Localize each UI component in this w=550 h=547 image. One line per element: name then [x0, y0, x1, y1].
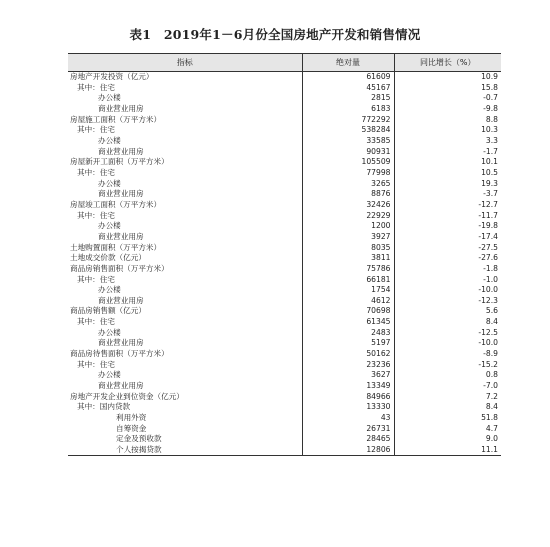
row-indicator: 其中：住宅: [77, 82, 115, 92]
row-indicator: 土地购置面积（万平方米）: [70, 242, 162, 252]
row-absolute-value: 1754: [302, 285, 394, 296]
row-indicator: 办公楼: [98, 135, 121, 145]
row-yoy-growth: -1.7: [394, 146, 501, 157]
row-absolute-value: 84966: [302, 391, 394, 402]
table-row: [68, 114, 501, 125]
row-indicator: 自筹资金: [116, 423, 147, 433]
row-yoy-growth: 8.4: [394, 317, 501, 328]
table-row: [68, 391, 501, 402]
row-absolute-value: 32426: [302, 199, 394, 210]
row-yoy-growth: -19.8: [394, 221, 501, 232]
row-yoy-growth: -15.2: [394, 359, 501, 370]
row-indicator: 其中：住宅: [77, 210, 115, 220]
row-yoy-growth: 3.3: [394, 135, 501, 146]
table-row: [68, 103, 501, 114]
row-absolute-value: 26731: [302, 423, 394, 434]
table-row: [68, 167, 501, 178]
row-absolute-value: 66181: [302, 274, 394, 285]
table-row: [68, 189, 501, 200]
row-yoy-growth: 8.8: [394, 114, 501, 125]
row-yoy-growth: -0.7: [394, 93, 501, 104]
row-yoy-growth: 51.8: [394, 413, 501, 424]
row-indicator: 其中：住宅: [77, 359, 115, 369]
table-row: [68, 82, 501, 93]
row-indicator: 定金及预收款: [116, 434, 162, 444]
row-indicator: 其中：住宅: [77, 125, 115, 135]
row-indicator: 商业营业用房: [98, 381, 144, 391]
row-absolute-value: 2483: [302, 327, 394, 338]
row-indicator: 其中：住宅: [77, 274, 115, 284]
row-yoy-growth: -9.8: [394, 103, 501, 114]
row-yoy-growth: -1.8: [394, 263, 501, 274]
table-title: 表1 2019年1－6月份全国房地产开发和销售情况: [129, 27, 421, 42]
table-row: [68, 317, 501, 328]
table-row: [68, 231, 501, 242]
row-indicator: 房屋竣工面积（万平方米）: [70, 199, 162, 209]
row-indicator: 其中：国内贷款: [77, 402, 131, 412]
row-absolute-value: 28465: [302, 434, 394, 445]
row-absolute-value: 70698: [302, 306, 394, 317]
table-row: [68, 370, 501, 381]
table-row: [68, 125, 501, 136]
row-absolute-value: 13330: [302, 402, 394, 413]
row-absolute-value: 33585: [302, 135, 394, 146]
table-row: [68, 327, 501, 338]
row-indicator: 其中：住宅: [77, 317, 115, 327]
row-yoy-growth: -8.9: [394, 349, 501, 360]
row-indicator: 办公楼: [98, 178, 121, 188]
row-yoy-growth: -11.7: [394, 210, 501, 221]
table-row: [68, 444, 501, 455]
row-absolute-value: 6183: [302, 103, 394, 114]
row-indicator: 其中：住宅: [77, 167, 115, 177]
table-row: [68, 306, 501, 317]
row-absolute-value: 77998: [302, 167, 394, 178]
row-absolute-value: 23236: [302, 359, 394, 370]
row-indicator: 商业营业用房: [98, 146, 144, 156]
row-absolute-value: 50162: [302, 349, 394, 360]
row-yoy-growth: -27.5: [394, 242, 501, 253]
row-absolute-value: 75786: [302, 263, 394, 274]
table-row: [68, 381, 501, 392]
row-yoy-growth: 19.3: [394, 178, 501, 189]
table-row: [68, 93, 501, 104]
table-row: [68, 157, 501, 168]
row-absolute-value: 22929: [302, 210, 394, 221]
header-absolute-value: 绝对量: [302, 54, 394, 72]
row-yoy-growth: 0.8: [394, 370, 501, 381]
row-yoy-growth: 9.0: [394, 434, 501, 445]
table-row: [68, 221, 501, 232]
header-yoy-growth: 同比增长（%）: [394, 54, 501, 72]
row-yoy-growth: -10.0: [394, 338, 501, 349]
row-absolute-value: 13349: [302, 381, 394, 392]
row-indicator: 商业营业用房: [98, 231, 144, 241]
row-absolute-value: 4612: [302, 295, 394, 306]
row-yoy-growth: 8.4: [394, 402, 501, 413]
row-yoy-growth: 10.9: [394, 72, 501, 83]
row-indicator: 房地产开发投资（亿元）: [70, 72, 154, 82]
table-row: [68, 210, 501, 221]
real-estate-table: [68, 53, 501, 456]
table-row: [68, 72, 501, 83]
table-row: [68, 199, 501, 210]
table-row: [68, 434, 501, 445]
table-row: [68, 242, 501, 253]
row-indicator: 办公楼: [98, 221, 121, 231]
table-row: [68, 146, 501, 157]
table-body: [68, 72, 501, 456]
table-header-row: [68, 54, 501, 72]
row-absolute-value: 772292: [302, 114, 394, 125]
table-row: [68, 295, 501, 306]
table-row: [68, 423, 501, 434]
row-indicator: 商业营业用房: [98, 104, 144, 113]
table-row: [68, 349, 501, 360]
table-row: [68, 359, 501, 370]
row-indicator: 房屋新开工面积（万平方米）: [70, 157, 169, 167]
row-absolute-value: 1200: [302, 221, 394, 232]
row-yoy-growth: 4.7: [394, 423, 501, 434]
row-yoy-growth: 7.2: [394, 391, 501, 402]
row-absolute-value: 8035: [302, 242, 394, 253]
row-indicator: 房屋施工面积（万平方米）: [70, 114, 162, 124]
row-yoy-growth: -10.0: [394, 285, 501, 296]
row-indicator: 商品房销售额（亿元）: [70, 306, 146, 316]
table-row: [68, 285, 501, 296]
row-absolute-value: 2815: [302, 93, 394, 104]
table-row: [68, 253, 501, 264]
row-absolute-value: 3265: [302, 178, 394, 189]
row-absolute-value: 3627: [302, 370, 394, 381]
header-indicator: 指标: [68, 54, 302, 72]
row-indicator: 商业营业用房: [98, 189, 144, 199]
row-yoy-growth: 10.3: [394, 125, 501, 136]
table-row: [68, 135, 501, 146]
row-yoy-growth: -3.7: [394, 189, 501, 200]
row-yoy-growth: -17.4: [394, 231, 501, 242]
row-absolute-value: 90931: [302, 146, 394, 157]
table-row: [68, 413, 501, 424]
table-row: [68, 338, 501, 349]
table-row: [68, 274, 501, 285]
row-yoy-growth: -12.3: [394, 295, 501, 306]
row-yoy-growth: 10.5: [394, 167, 501, 178]
row-absolute-value: 5197: [302, 338, 394, 349]
row-yoy-growth: -12.7: [394, 199, 501, 210]
row-yoy-growth: 10.1: [394, 157, 501, 168]
row-yoy-growth: 11.1: [394, 444, 501, 455]
row-indicator: 办公楼: [98, 327, 121, 337]
row-indicator: 办公楼: [98, 93, 121, 103]
row-absolute-value: 43: [302, 413, 394, 424]
row-indicator: 办公楼: [98, 285, 121, 295]
row-indicator: 房地产开发企业到位资金（亿元）: [70, 391, 184, 401]
row-yoy-growth: -1.0: [394, 274, 501, 285]
row-indicator: 土地成交价款（亿元）: [70, 253, 146, 263]
row-yoy-growth: 5.6: [394, 306, 501, 317]
row-indicator: 办公楼: [98, 370, 121, 380]
row-indicator: 商品房销售面积（万平方米）: [70, 263, 169, 273]
row-absolute-value: 538284: [302, 125, 394, 136]
row-indicator: 利用外资: [116, 413, 147, 423]
row-indicator: 商品房待售面积（万平方米）: [70, 349, 169, 359]
row-absolute-value: 3811: [302, 253, 394, 264]
row-absolute-value: 3927: [302, 231, 394, 242]
row-absolute-value: 12806: [302, 444, 394, 455]
row-indicator: 商业营业用房: [98, 338, 144, 348]
row-yoy-growth: -27.6: [394, 253, 501, 264]
row-absolute-value: 8876: [302, 189, 394, 200]
table-row: [68, 402, 501, 413]
row-absolute-value: 45167: [302, 82, 394, 93]
row-absolute-value: 105509: [302, 157, 394, 168]
row-indicator: 商业营业用房: [98, 295, 144, 305]
row-yoy-growth: -7.0: [394, 381, 501, 392]
row-yoy-growth: -12.5: [394, 327, 501, 338]
table-row: [68, 263, 501, 274]
row-absolute-value: 61609: [302, 72, 394, 83]
table-row: [68, 178, 501, 189]
row-indicator: 个人按揭贷款: [68, 444, 302, 455]
row-yoy-growth: 15.8: [394, 82, 501, 93]
row-absolute-value: 61345: [302, 317, 394, 328]
